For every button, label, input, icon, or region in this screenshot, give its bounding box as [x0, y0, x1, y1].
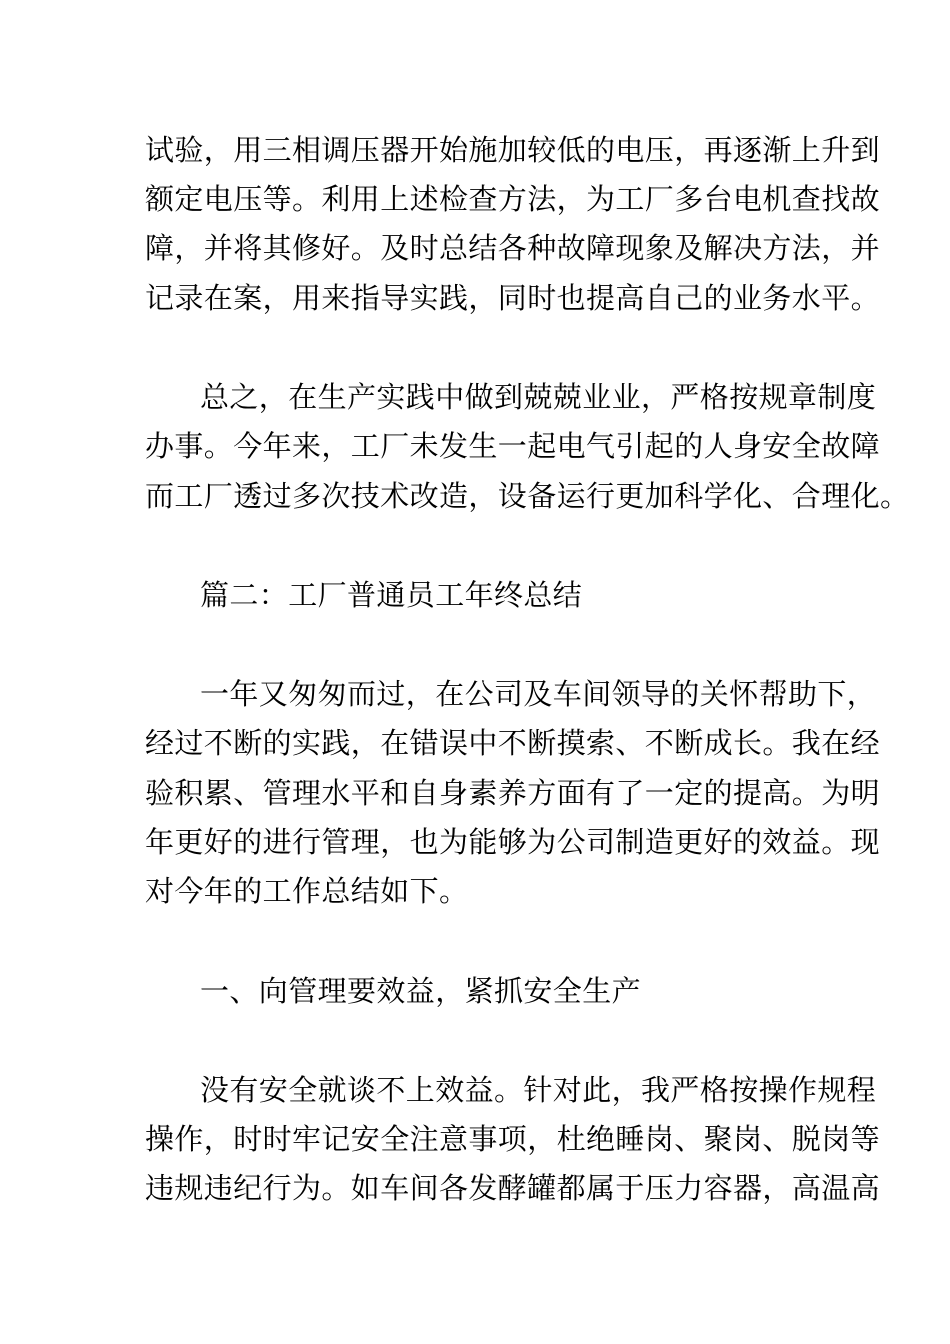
paragraph-3-line-1: 一年又匆匆而过，在公司及车间领导的关怀帮助下，	[200, 677, 877, 711]
paragraph-2-line-2: 办事。今年来，工厂未发生一起电气引起的人身安全故障	[145, 429, 881, 463]
paragraph-1-line-4: 记录在案，用来指导实践，同时也提高自己的业务水平。	[145, 281, 881, 315]
paragraph-3-line-2: 经过不断的实践，在错误中不断摸索、不断成长。我在经	[145, 726, 881, 760]
section-heading-article-2: 篇二：工厂普通员工年终总结	[200, 578, 583, 612]
paragraph-3-line-3: 验积累、管理水平和自身素养方面有了一定的提高。为明	[145, 776, 881, 810]
paragraph-1-line-2: 额定电压等。利用上述检查方法，为工厂多台电机查找故	[145, 182, 881, 216]
paragraph-3-line-5: 对今年的工作总结如下。	[145, 874, 469, 908]
paragraph-1-line-3: 障，并将其修好。及时总结各种故障现象及解决方法，并	[145, 231, 881, 265]
paragraph-4-line-3: 违规违纪行为。如车间各发酵罐都属于压力容器，高温高	[145, 1171, 881, 1205]
paragraph-1-line-1: 试验，用三相调压器开始施加较低的电压，再逐渐上升到	[145, 133, 881, 167]
paragraph-4-line-2: 操作，时时牢记安全注意事项，杜绝睡岗、聚岗、脱岗等	[145, 1122, 881, 1156]
paragraph-4-line-1: 没有安全就谈不上效益。针对此，我严格按操作规程	[200, 1073, 877, 1107]
subheading-management-safety: 一、向管理要效益，紧抓安全生产	[200, 974, 642, 1008]
paragraph-2-line-3: 而工厂透过多次技术改造，设备运行更加科学化、合理化。	[145, 479, 910, 513]
paragraph-2-line-1: 总之，在生产实践中做到兢兢业业，严格按规章制度	[200, 380, 877, 414]
paragraph-3-line-4: 年更好的进行管理，也为能够为公司制造更好的效益。现	[145, 825, 881, 859]
